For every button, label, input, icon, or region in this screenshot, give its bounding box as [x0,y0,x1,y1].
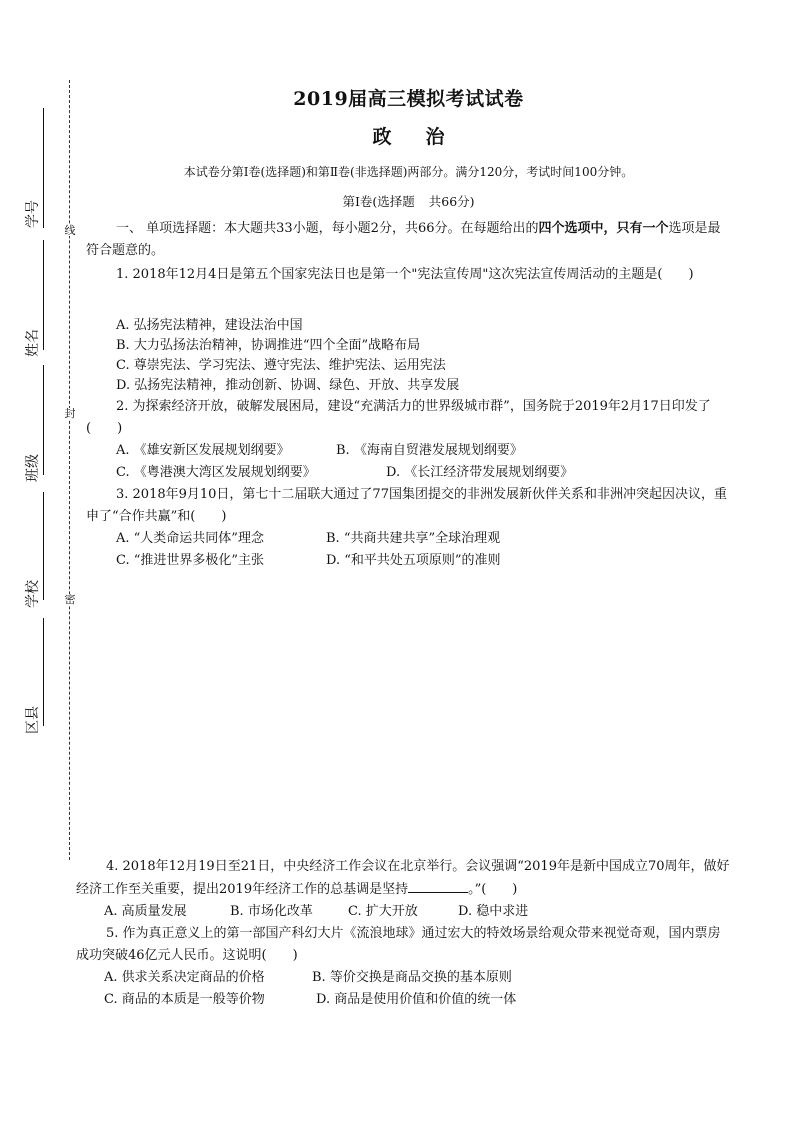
field-line-name[interactable] [43,240,44,350]
question-2-option-b[interactable]: B. 《海南自贸港发展规划纲要》 [336,443,523,458]
part1-instruction [86,218,731,262]
question-3-stem: 3. 2018年9月10日，第七十二届联大通过了77国集团提交的非洲发展新伙伴关系和非洲冲突起因决议，重申了“合作共赢”和( ) [86,487,727,524]
exam-title: 2019届高三模拟考试试卷 [293,88,524,110]
question-5-stem: 5. 作为真正意义上的第一部国产科幻大片《流浪地球》通过宏大的特效场景给观众带来视觉奇观，国内票房成功突破46亿元人民币。这说明( ) [76,926,721,963]
question-4-blank[interactable] [408,878,468,893]
exam-content-continued [76,856,731,1011]
question-4-option-b[interactable]: B. 市场化改革 [230,904,313,919]
question-2-option-a[interactable]: A. 《雄安新区发展规划纲要》 [116,443,290,458]
seal-char-close: 密 [64,593,76,606]
question-5-options-row-1 [76,967,731,989]
field-line-class[interactable] [43,365,44,475]
question-1-spacer [86,286,731,316]
question-2-options-row-1 [86,440,731,462]
exam-intro: 本试卷分第Ⅰ卷(选择题)和第Ⅱ卷(非选择题)两部分。满分120分，考试时间100分钟。 [183,165,634,179]
instruction-tail: 选项是最符合题意的。 [86,221,721,258]
question-2-options-row-2 [86,462,731,484]
question-3-options-row-1 [86,528,731,550]
question-1-stem: 1. 2018年12月4日是第五个国家宪法日也是第一个"宪法宣传周"这次宪法宣传周活动的主题是( ) [116,267,694,282]
question-1-option-a[interactable]: A. 弘扬宪法精神，建设法治中国 [116,318,303,333]
field-line-student-id[interactable] [43,108,44,228]
field-label-school: 学校 [25,580,41,608]
question-1-option-c[interactable]: C. 尊崇宪法、学习宪法、遵守宪法、维护宪法、运用宪法 [116,358,446,373]
exam-subject: 政治 [372,126,479,148]
question-4-option-a[interactable]: A. 高质量发展 [104,904,187,919]
binding-dashed-line [69,80,70,860]
field-label-class: 班级 [25,454,41,482]
section-title: 第Ⅰ卷(选择题 [342,194,415,209]
question-3-option-d[interactable]: D. “和平共处五项原则”的准则 [326,553,501,568]
question-1-option-d[interactable]: D. 弘扬宪法精神，推动创新、协调、绿色、开放、共享发展 [116,378,460,393]
question-4-options-row [76,901,731,923]
field-label-district: 区县 [25,706,41,734]
question-1-option-b[interactable]: B. 大力弘扬法治精神，协调推进“四个全面”战略布局 [116,338,421,353]
question-5-option-c[interactable]: C. 商品的本质是一般等价物 [104,992,265,1007]
question-2-stem: 2. 为探索经济开放，破解发展困局，建设“充满活力的世界级城市群”，国务院于2019年2月17日印发了( ) [86,399,711,436]
section-score: 共66分) [428,194,475,209]
field-label-student-id: 学号 [25,200,41,228]
question-3-option-b[interactable]: B. “共商共建共享”全球治理观 [326,531,501,546]
instruction-bold: 四个选项中，只有一个 [538,221,669,236]
question-4-option-c[interactable]: C. 扩大开放 [348,904,418,919]
field-line-school[interactable] [43,492,44,600]
exam-content [86,84,731,572]
question-5-option-a[interactable]: A. 供求关系决定商品的价格 [104,970,265,985]
instruction-lead: 一、 单项选择题：本大题共33小题，每小题2分，共66分。在每题给出的 [116,221,539,236]
question-3-option-a[interactable]: A. “人类命运共同体”理念 [116,531,264,546]
seal-char-seal: 封 [64,407,76,420]
question-2-option-d[interactable]: D. 《长江经济带发展规划纲要》 [386,465,574,480]
question-3-options-row-2 [86,550,731,572]
section-heading [86,192,731,212]
question-3-option-c[interactable]: C. “推进世界多极化”主张 [116,553,265,568]
question-4-stem-b: 。”( ) [468,882,518,897]
question-4-stem-a: 4. 2018年12月19日至21日，中央经济工作会议在北京举行。会议强调“2019年是新中国成立70周年，做好经济工作至关重要，提出2019年经济工作的总基调是坚持 [76,859,730,897]
field-line-district[interactable] [43,618,44,726]
field-label-name: 姓名 [25,329,41,357]
question-5-option-b[interactable]: B. 等价交换是商品交换的基本原则 [312,970,512,985]
question-4-stem [76,856,731,901]
question-5-option-d[interactable]: D. 商品是使用价值和价值的统一体 [316,992,517,1007]
question-4-option-d[interactable]: D. 稳中求进 [458,904,529,919]
seal-char-line: 线 [64,224,76,237]
question-5-options-row-2 [76,989,731,1011]
question-2-option-c[interactable]: C. 《粤港澳大湾区发展规划纲要》 [116,465,316,480]
